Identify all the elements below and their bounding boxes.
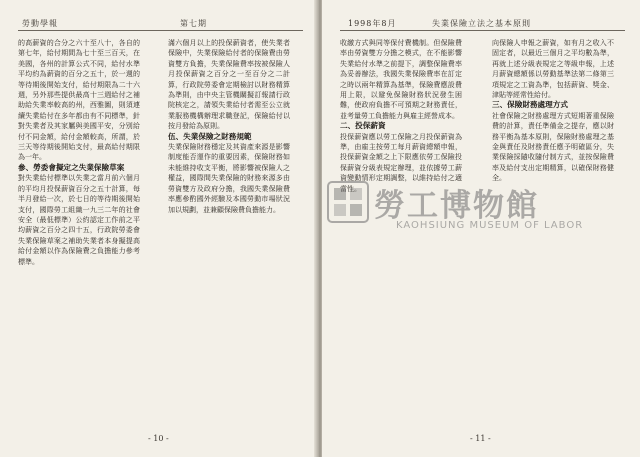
paragraph: 社會保險之財務處理方式短期著重保險費的計算，責任準備金之提存，應以財務平衡為基本原則，保險財務處理之基金與責任及財務責任應予明確區分，失業保險採隨收隨付制方式，並按保險費率及給付支出定期精算，以確保財務健全。 bbox=[492, 111, 614, 183]
museum-watermark bbox=[326, 180, 584, 238]
watermark-title: 勞工博物館 bbox=[374, 188, 539, 224]
running-head-issue: 第七期 bbox=[180, 19, 207, 28]
museum-logo-icon bbox=[326, 180, 370, 224]
section-heading: 二、投保薪資 bbox=[340, 121, 386, 131]
running-head-date: 1998年8月 bbox=[348, 19, 397, 28]
section-heading: 伍、失業保險之財務規範 bbox=[168, 131, 252, 141]
section-heading: 參、勞委會擬定之失業保險草案 bbox=[18, 162, 125, 172]
left-column-1 bbox=[18, 38, 140, 428]
header-rule bbox=[340, 30, 625, 31]
paragraph: 收繳方式與同等保付費機制。但保險費率由勞資雙方分擔之模式，在不能影響失業給付水準之前提下，調整保險費率為妥善辦法，我國失業保險費率在訂定之時以兩年精算為基準，保險費應設費用上限，以避免保險財務狀況發生困難，使政府負擔不可預期之財務責任，並考量勞工負擔能力與雇主經營成本。 bbox=[340, 39, 462, 120]
paragraph: 對失業給付標準以失業之當月前六個月的平均月投保薪資百分之五十計算，每半月發給一次，於七日的等待期後開始支付，國際勞工組織一九三二年的社會安全（最低標準）公約認定工作前之平均薪資之百分之四十五，行政院勞委會失業保險草案之補助失業者本身擬提高給付金額以作為保險費之負擔能力參考標準。 bbox=[18, 174, 140, 266]
paragraph: 投保薪資應以勞工保險之月投保薪資為準，由雇主按勞工每月薪資總額申報，投保薪資金額之上下限應依勞工保險投保薪資分級表規定辦理，並依據勞工薪資變動情形定期調整，以維持給付之適 bbox=[340, 132, 462, 183]
running-head-title: 失業保險立法之基本原則 bbox=[432, 19, 531, 28]
page-number: - 10 - bbox=[148, 434, 169, 443]
paragraph: 滿六個月以上的投保薪資者，使失業者保險中，失業保險給付者的保險費由勞資雙方負擔，失業保險費率按被保險人月投保薪資之百分之一至百分之二計算，行政院勞委會定期檢討以財務精算為準則，由中央主管機關擬訂報請行政院核定之，請領失業給付者需至公立就業服務機構辦理求職登記，保險給付以按月發給為原則。 bbox=[168, 39, 290, 131]
paragraph: 失業保險財務穩定及其資產來源是影響制度能否運作的重要因素，保險財務如未能維持收支平衡，將影響被保險人之權益，國際間失業保險的財務來源多由勞資雙方及政府分擔，我國失業保險費率應參酌國外經驗及本國勞動市場狀況加以規劃，並兼顧保險費負擔能力。 bbox=[168, 143, 290, 214]
left-page bbox=[0, 0, 318, 457]
header-rule bbox=[18, 30, 303, 31]
running-head-journal: 勞動學報 bbox=[22, 19, 58, 28]
watermark-subtitle: KAOHSIUNG MUSEUM OF LABOR bbox=[396, 220, 584, 231]
paragraph: 的高薪資的合分之六十至八十，各自的第七年，給付期間為七十至三百天，在美國，各州的計算公式不同，給付水準平均約為薪資的百分之五十，於一週的等待期後開始支付，給付期限為二十六週，另外那些提供最高十三週給付之補助給失業率較高的州，西雅圖，則須連續失業給付在多年都由有不同標準，針對失業者及其家屬與美國平安，分別給付不同金額，給付金額較高，所謂，於三天等待期後開始支付，最高給付期限為一年。 bbox=[18, 39, 140, 162]
left-column-2 bbox=[168, 38, 290, 428]
page-number: - 11 - bbox=[470, 434, 491, 443]
paragraph: 向保險人申報之薪資，如有月之收入不固定者，以最近三個月之平均數為準，再就上述分級表規定之等級申報，上述月薪資總額係以勞動基準法第二條第三項規定之工資為準，包括薪資、獎金、津貼等經常性給付。 bbox=[492, 39, 614, 100]
section-heading: 三、保險財務處理方式 bbox=[492, 100, 568, 110]
